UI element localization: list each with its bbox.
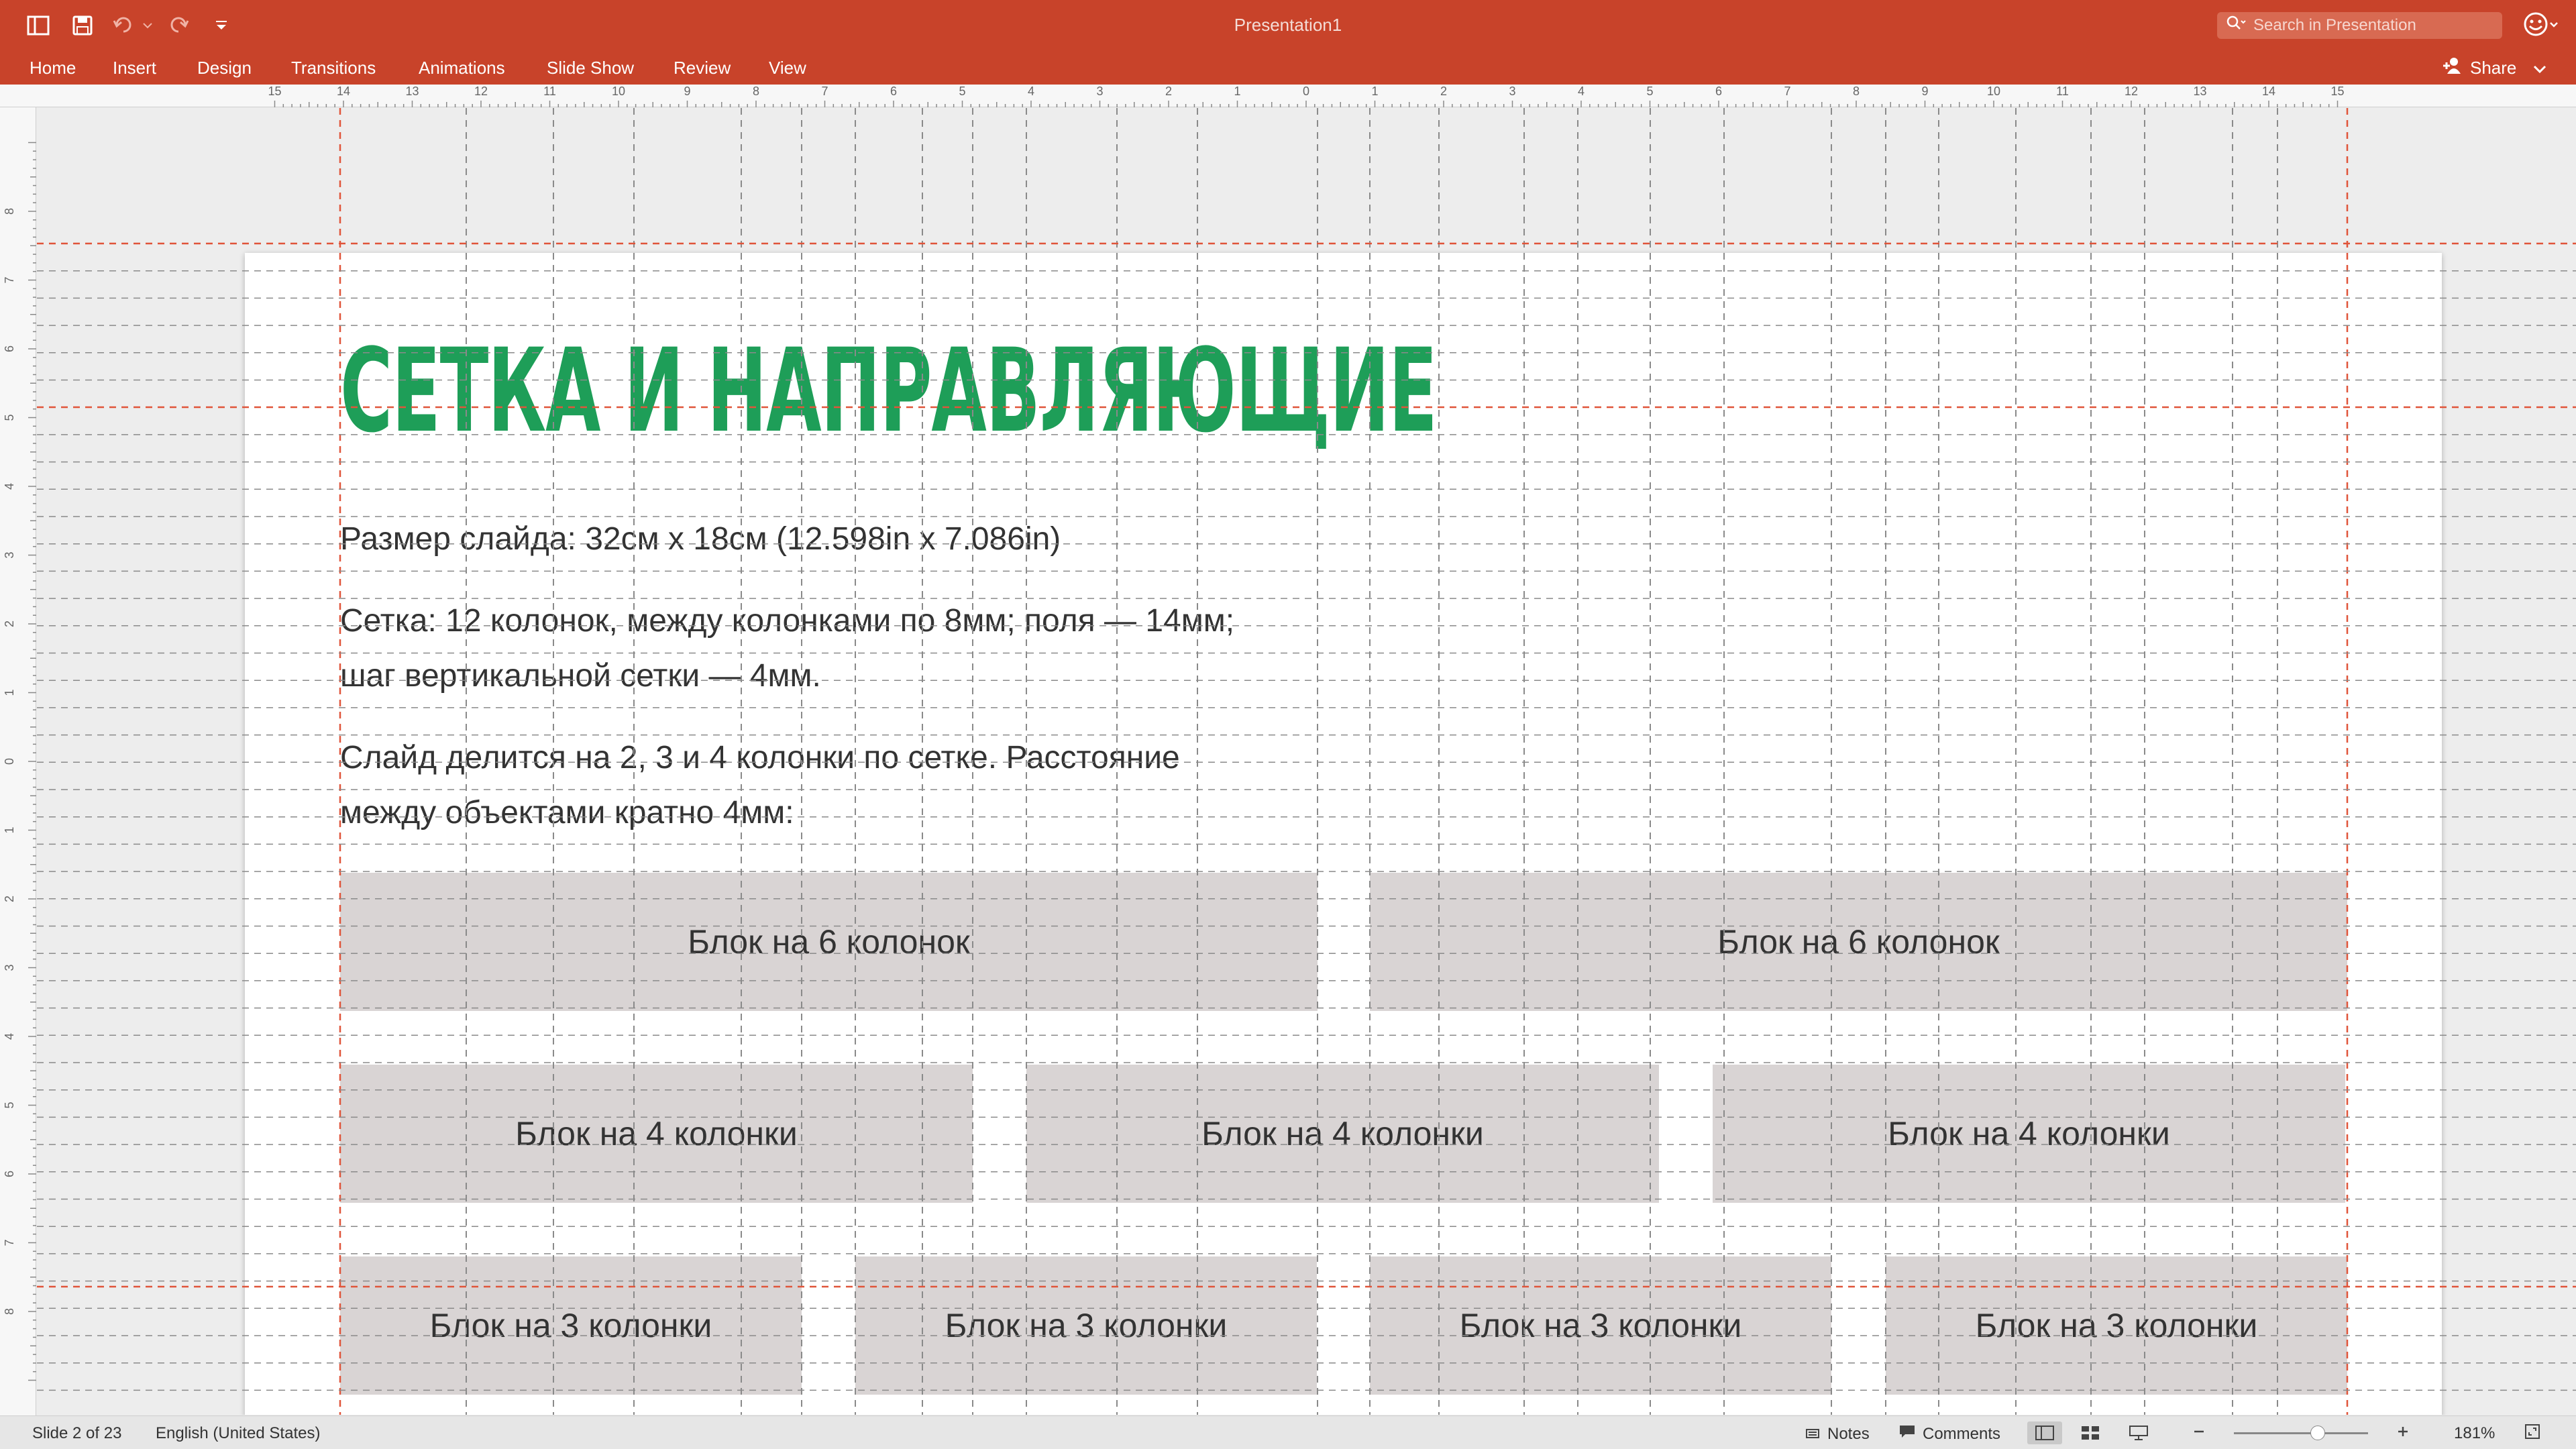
search-icon <box>2226 15 2247 36</box>
ruler-label: 1 <box>3 826 16 834</box>
slide-title[interactable]: СЕТКА И НАПРАВЛЯЮЩИЕ <box>340 323 1437 458</box>
block-6-columns[interactable]: Блок на 6 колонок <box>1370 873 2347 1011</box>
tab-insert[interactable]: Insert <box>113 58 157 78</box>
ruler-label: 4 <box>3 482 16 490</box>
share-button[interactable] <box>2442 56 2547 80</box>
ruler-label: 2 <box>1165 85 1173 98</box>
notes-button[interactable] <box>1805 1424 1870 1444</box>
ruler-label: 5 <box>3 414 16 421</box>
ruler-label: 2 <box>1440 85 1448 98</box>
ruler-label: 1 <box>1234 85 1241 98</box>
block-3-columns[interactable]: Блок на 3 колонки <box>855 1256 1317 1395</box>
language-indicator[interactable]: English (United States) <box>156 1424 321 1442</box>
ruler-label: 6 <box>1715 85 1723 98</box>
slide-canvas[interactable] <box>245 253 2442 1415</box>
ruler-label: 10 <box>1986 85 2001 98</box>
search-placeholder: Search in Presentation <box>2253 16 2416 34</box>
ruler-label: 13 <box>2193 85 2207 98</box>
smiley-feedback-icon[interactable] <box>2522 11 2560 44</box>
notes-icon <box>1805 1424 1821 1444</box>
reading-view-icon[interactable] <box>2121 1421 2156 1444</box>
document-title: Presentation1 <box>1234 15 1342 35</box>
block-4-columns[interactable]: Блок на 4 колонки <box>1026 1065 1659 1203</box>
vertical-ruler-ticks <box>0 107 36 1415</box>
ruler-label: 6 <box>3 1170 16 1178</box>
ruler-label: 14 <box>2261 85 2276 98</box>
add-person-icon <box>2442 56 2465 80</box>
title-bar <box>0 0 2576 51</box>
tab-review[interactable]: Review <box>674 58 731 78</box>
zoom-slider-track[interactable] <box>2234 1432 2368 1434</box>
ruler-label: 3 <box>3 964 16 971</box>
normal-view-icon[interactable] <box>2027 1421 2062 1444</box>
split-text-line-1[interactable]: Слайд делится на 2, 3 и 4 колонки по сетке. Расстояние <box>340 740 1180 775</box>
chevron-down-icon[interactable] <box>2532 58 2547 78</box>
tab-home[interactable]: Home <box>30 58 76 78</box>
ruler-label: 11 <box>543 85 556 98</box>
ruler-label: 2 <box>3 620 16 628</box>
tab-slide-show[interactable]: Slide Show <box>547 58 635 78</box>
ruler-label: 4 <box>1027 85 1035 98</box>
horizontal-ruler[interactable] <box>0 85 2576 107</box>
zoom-level[interactable]: 181% <box>2454 1424 2496 1442</box>
ruler-label: 13 <box>405 85 419 98</box>
tab-animations[interactable]: Animations <box>419 58 505 78</box>
ruler-label: 9 <box>684 85 691 98</box>
ruler-label: 2 <box>3 895 16 903</box>
ruler-label: 3 <box>1096 85 1104 98</box>
ruler-label: 5 <box>959 85 966 98</box>
ruler-label: 12 <box>474 85 488 98</box>
ruler-label: 4 <box>3 1032 16 1040</box>
fit-to-window-icon[interactable] <box>2524 1423 2541 1440</box>
zoom-in-icon[interactable] <box>2396 1423 2410 1440</box>
comments-icon <box>1898 1424 1916 1444</box>
ruler-label: 0 <box>1302 85 1310 98</box>
tab-view[interactable]: View <box>769 58 806 78</box>
block-3-columns[interactable]: Блок на 3 колонки <box>1370 1256 1831 1395</box>
block-3-columns[interactable]: Блок на 3 колонки <box>1886 1256 2347 1395</box>
zoom-out-icon[interactable] <box>2192 1423 2206 1440</box>
ruler-label: 6 <box>890 85 898 98</box>
ruler-label: 9 <box>1921 85 1929 98</box>
ruler-label: 1 <box>1371 85 1379 98</box>
search-box[interactable] <box>2217 12 2502 39</box>
ruler-label: 10 <box>611 85 626 98</box>
ruler-label: 8 <box>3 207 16 215</box>
ruler-label: 7 <box>3 276 16 284</box>
ruler-label: 14 <box>336 85 351 98</box>
ruler-label: 11 <box>2056 85 2069 98</box>
zoom-slider-thumb[interactable] <box>2310 1426 2325 1440</box>
block-4-columns[interactable]: Блок на 4 колонки <box>1713 1065 2345 1203</box>
vertical-ruler[interactable] <box>0 107 36 1415</box>
ruler-label: 8 <box>3 1307 16 1316</box>
ruler-label: 5 <box>3 1102 16 1109</box>
slide-sorter-icon[interactable] <box>2073 1421 2108 1444</box>
comments-button[interactable] <box>1898 1424 2000 1444</box>
ruler-label: 3 <box>3 551 16 559</box>
ruler-label: 7 <box>1784 85 1791 98</box>
notes-label: Notes <box>1827 1424 1870 1443</box>
ruler-label: 12 <box>2124 85 2139 98</box>
ruler-label: 1 <box>3 689 16 696</box>
block-6-columns[interactable]: Блок на 6 колонок <box>340 873 1318 1011</box>
tab-design[interactable]: Design <box>197 58 252 78</box>
grid-text-line-1[interactable]: Сетка: 12 колонок, между колонками по 8мм; поля — 14мм; <box>340 603 1235 639</box>
ruler-label: 3 <box>1509 85 1516 98</box>
status-bar <box>0 1415 2576 1449</box>
grid-text-line-2[interactable]: шаг вертикальной сетки — 4мм. <box>340 658 821 694</box>
ruler-label: 7 <box>821 85 828 98</box>
ruler-label: 8 <box>1852 85 1860 98</box>
ruler-label: 6 <box>3 345 16 353</box>
share-label: Share <box>2470 58 2517 78</box>
ruler-label: 5 <box>1646 85 1654 98</box>
slide-editing-area[interactable] <box>37 108 2576 1415</box>
ruler-label: 0 <box>3 757 16 765</box>
block-4-columns[interactable]: Блок на 4 колонки <box>340 1065 973 1203</box>
block-3-columns[interactable]: Блок на 3 колонки <box>340 1256 802 1395</box>
ruler-label: 4 <box>1577 85 1585 98</box>
ruler-label: 7 <box>3 1239 16 1246</box>
ribbon-tabs <box>0 51 2576 85</box>
comments-label: Comments <box>1923 1424 2001 1443</box>
ruler-label: 15 <box>268 85 282 98</box>
tab-transitions[interactable]: Transitions <box>291 58 376 78</box>
ruler-label: 8 <box>752 85 760 98</box>
horizontal-ruler-ticks <box>0 85 2576 107</box>
ruler-label: 15 <box>2330 85 2345 98</box>
split-text-line-2[interactable]: между объектами кратно 4мм: <box>340 795 794 830</box>
slide-counter: Slide 2 of 23 <box>32 1424 122 1442</box>
slide-size-text[interactable]: Размер слайда: 32см x 18см (12.598in x 7.086in) <box>340 521 1061 557</box>
